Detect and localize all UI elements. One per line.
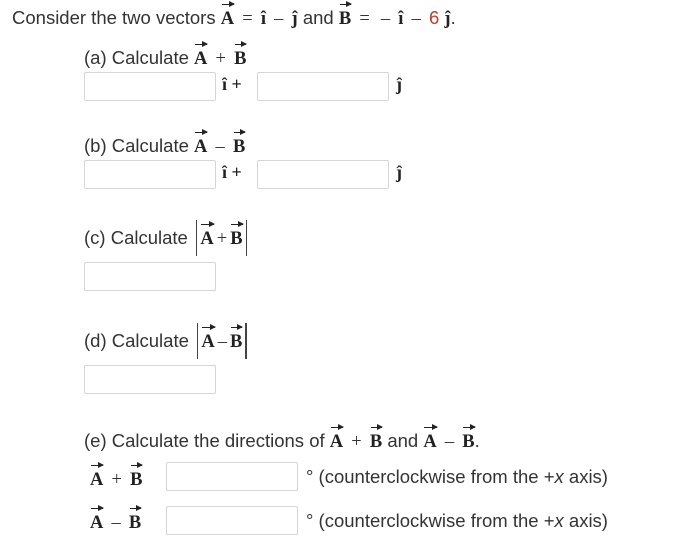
part-d-abs-left: [197, 323, 198, 359]
part-b-op: –: [215, 137, 225, 157]
part-e-and: and: [387, 430, 419, 451]
part-e-row1-note-text: (counterclockwise from the +: [318, 466, 555, 487]
part-e-vec-a1: A: [329, 432, 344, 452]
part-e-row1-vec-a: A: [90, 470, 104, 490]
part-b-i-label: î +: [222, 162, 242, 182]
b-j-unit: ĵ: [444, 9, 451, 29]
part-e-row2-op: –: [111, 513, 121, 533]
and-text: and: [302, 7, 334, 28]
part-e-row2-note-end: axis): [563, 510, 608, 531]
part-e-row2-label: [90, 510, 141, 535]
statement-period: .: [450, 7, 456, 28]
part-e-vec-b1: B: [369, 432, 383, 452]
part-a-j-label: ĵ: [396, 74, 402, 94]
part-a-x-input[interactable]: [84, 72, 216, 101]
part-c-op: +: [216, 228, 228, 249]
part-e-vec-a2: A: [423, 432, 437, 452]
equals-sign: =: [242, 9, 253, 29]
part-e-row2-input[interactable]: [166, 506, 298, 535]
part-a-text: (a) Calculate: [84, 47, 189, 68]
part-c-vec-a: A: [200, 228, 214, 249]
part-a-i-label: î +: [222, 74, 242, 94]
equals-sign-b: =: [359, 9, 370, 29]
part-e-row2-axis: x: [554, 510, 564, 531]
part-c-abs-right: [246, 220, 247, 256]
part-b-vec-a: A: [194, 137, 208, 157]
part-a-vec-b: B: [234, 49, 247, 69]
part-d-vec-b: B: [230, 331, 243, 352]
part-e-op1: +: [351, 432, 362, 452]
part-b-label: [84, 134, 245, 159]
part-b-vec-b: B: [232, 137, 246, 157]
part-c-input[interactable]: [84, 262, 216, 291]
part-d-op: –: [217, 331, 228, 352]
part-e-row2-vec-b: B: [128, 513, 142, 533]
part-c-text: (c) Calculate: [84, 227, 188, 248]
part-b-y-input[interactable]: [257, 160, 389, 189]
part-e-op2: –: [444, 432, 455, 452]
part-e-row1-degree: °: [306, 466, 314, 487]
part-c-abs-left: [196, 220, 197, 256]
part-d-abs-right: [245, 323, 246, 359]
b-negative-sign: –: [380, 9, 391, 29]
part-e-label: [84, 429, 480, 454]
part-e-row2-note: [306, 509, 608, 533]
part-e-row1-op: +: [111, 470, 122, 490]
vector-b-symbol: B: [338, 9, 352, 29]
part-e-row1-vec-b: B: [130, 470, 143, 490]
part-e-text: (e) Calculate the directions of: [84, 430, 325, 451]
part-d-vec-a: A: [201, 331, 215, 352]
part-a-op: +: [215, 49, 226, 69]
a-j-unit: ĵ: [291, 9, 298, 29]
part-a-y-input[interactable]: [257, 72, 389, 101]
part-e-row2-degree: °: [306, 510, 314, 531]
part-c-vec-b: B: [230, 228, 243, 249]
part-a-vec-a: A: [194, 49, 208, 69]
part-e-row1-label: [90, 467, 142, 492]
part-e-row2-note-text: (counterclockwise from the +: [318, 510, 555, 531]
part-d-label: [84, 323, 250, 359]
a-i-unit: î: [260, 9, 266, 29]
part-e-row2-vec-a: A: [90, 513, 104, 533]
part-e-row1-input[interactable]: [166, 462, 298, 491]
part-e-row1-note: [306, 465, 608, 489]
part-b-text: (b) Calculate: [84, 135, 189, 156]
part-b-j-label: ĵ: [396, 162, 402, 182]
part-d-input[interactable]: [84, 365, 216, 394]
part-d-text: (d) Calculate: [84, 330, 189, 351]
a-minus-sign: –: [274, 9, 284, 29]
problem-statement: [12, 6, 456, 31]
vector-a-symbol: A: [220, 9, 235, 29]
part-e-period: .: [474, 430, 480, 451]
part-a-label: [84, 46, 246, 71]
b-i-unit: î: [398, 9, 404, 29]
intro-text: Consider the two vectors: [12, 7, 216, 28]
part-e-row1-axis: x: [554, 466, 564, 487]
part-e-vec-b2: B: [462, 432, 475, 452]
b-minus-sign: –: [411, 9, 421, 29]
b-j-coefficient: 6: [428, 7, 440, 28]
part-b-x-input[interactable]: [84, 160, 216, 189]
part-c-label: [84, 220, 250, 256]
part-e-row1-note-end: axis): [563, 466, 608, 487]
